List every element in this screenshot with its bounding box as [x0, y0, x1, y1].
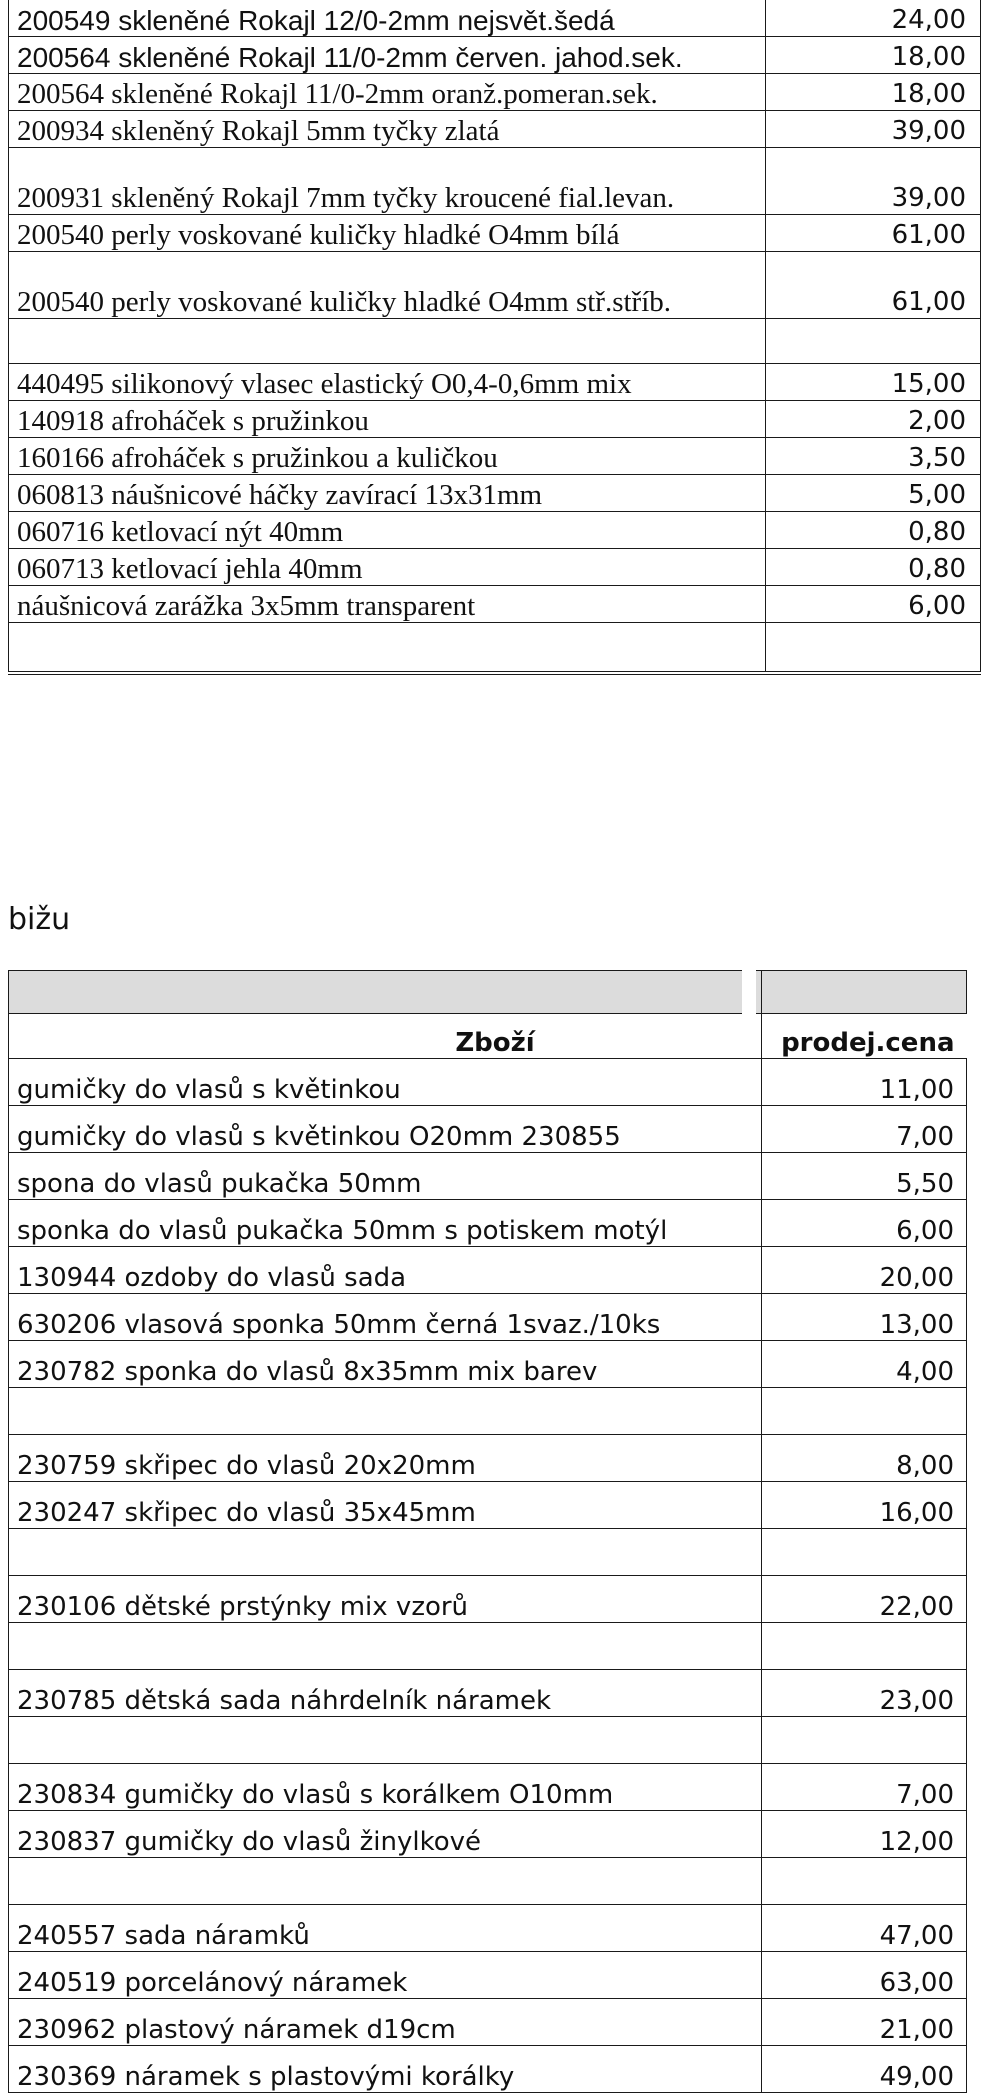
item-name: sponka do vlasů pukačka 50mm s potiskem motýl	[9, 1200, 762, 1247]
item-price: 0,80	[766, 549, 981, 586]
jewelry-price-table	[8, 970, 967, 2093]
blank-row	[9, 1717, 967, 1764]
item-name: 630206 vlasová sponka 50mm černá 1svaz./10ks	[9, 1294, 762, 1341]
column-header-goods: Zboží	[9, 1014, 762, 1059]
item-price: 11,00	[762, 1059, 967, 1106]
item-price	[766, 623, 981, 674]
table-row	[9, 1905, 967, 1952]
item-price: 16,00	[762, 1482, 967, 1529]
item-price: 12,00	[762, 1811, 967, 1858]
item-price: 18,00	[766, 37, 981, 74]
item-name: 230106 dětské prstýnky mix vzorů	[9, 1576, 762, 1623]
item-price: 63,00	[762, 1952, 967, 1999]
item-price: 2,00	[766, 401, 981, 438]
item-name: 200931 skleněný Rokajl 7mm tyčky kroucené fial.levan.	[9, 148, 766, 215]
item-name: 200540 perly voskované kuličky hladké O4mm bílá	[9, 215, 766, 252]
table-row	[9, 586, 981, 623]
item-name: 200934 skleněný Rokajl 5mm tyčky zlatá	[9, 111, 766, 148]
table-row	[9, 1952, 967, 1999]
table-row	[9, 1811, 967, 1858]
item-name: 130944 ozdoby do vlasů sada	[9, 1247, 762, 1294]
item-price: 20,00	[762, 1247, 967, 1294]
blank-row	[9, 1858, 967, 1905]
item-price: 0,80	[766, 512, 981, 549]
item-price: 21,00	[762, 1999, 967, 2046]
item-name: 060716 ketlovací nýt 40mm	[9, 512, 766, 549]
item-price: 23,00	[762, 1670, 967, 1717]
table-row	[9, 1106, 967, 1153]
item-price: 61,00	[766, 215, 981, 252]
item-name: gumičky do vlasů s květinkou	[9, 1059, 762, 1106]
item-price: 24,00	[766, 0, 981, 37]
item-name	[9, 1623, 762, 1670]
item-price: 13,00	[762, 1294, 967, 1341]
header-band-gap	[742, 970, 756, 1014]
item-name: 200540 perly voskované kuličky hladké O4mm stř.stříb.	[9, 252, 766, 319]
item-name: 060713 ketlovací jehla 40mm	[9, 549, 766, 586]
item-price	[766, 319, 981, 364]
item-name: 230369 náramek s plastovými korálky	[9, 2046, 762, 2093]
item-price: 61,00	[766, 252, 981, 319]
item-name: 240519 porcelánový náramek	[9, 1952, 762, 1999]
table-row	[9, 37, 981, 74]
item-price: 39,00	[766, 111, 981, 148]
item-price	[762, 1858, 967, 1905]
table-row	[9, 401, 981, 438]
item-name	[9, 623, 766, 674]
item-name: náušnicová zarážka 3x5mm transparent	[9, 586, 766, 623]
item-price: 8,00	[762, 1435, 967, 1482]
item-price	[762, 1529, 967, 1576]
item-price: 39,00	[766, 148, 981, 215]
item-name: 140918 afroháček s pružinkou	[9, 401, 766, 438]
item-price	[762, 1717, 967, 1764]
blank-row	[9, 319, 981, 364]
table-row	[9, 1247, 967, 1294]
table-row	[9, 1576, 967, 1623]
item-price: 6,00	[762, 1200, 967, 1247]
item-name: gumičky do vlasů s květinkou O20mm 230855	[9, 1106, 762, 1153]
table-row	[9, 252, 981, 319]
item-name: 230962 plastový náramek d19cm	[9, 1999, 762, 2046]
table-row	[9, 1435, 967, 1482]
item-name: 060813 náušnicové háčky zavírací 13x31mm	[9, 475, 766, 512]
item-price: 18,00	[766, 74, 981, 111]
item-name	[9, 319, 766, 364]
item-name: 230759 skřipec do vlasů 20x20mm	[9, 1435, 762, 1482]
item-price	[762, 1388, 967, 1435]
item-name: spona do vlasů pukačka 50mm	[9, 1153, 762, 1200]
table-row	[9, 215, 981, 252]
table-row	[9, 1200, 967, 1247]
table-row	[9, 1670, 967, 1717]
item-name: 200564 skleněné Rokajl 11/0-2mm oranž.pomeran.sek.	[9, 74, 766, 111]
item-name	[9, 1529, 762, 1576]
item-price: 5,00	[766, 475, 981, 512]
item-name: 200549 skleněné Rokajl 12/0-2mm nejsvět.šedá	[9, 0, 766, 37]
table-row	[9, 74, 981, 111]
item-name	[9, 1717, 762, 1764]
table-row	[9, 1482, 967, 1529]
item-price: 3,50	[766, 438, 981, 475]
table-header-band	[9, 971, 967, 1014]
column-header-sale-price: prodej.cena	[762, 1014, 967, 1059]
table-row	[9, 549, 981, 586]
table-row	[9, 512, 981, 549]
item-name: 230782 sponka do vlasů 8x35mm mix barev	[9, 1341, 762, 1388]
item-name	[9, 1388, 762, 1435]
item-name: 240557 sada náramků	[9, 1905, 762, 1952]
item-price: 6,00	[766, 586, 981, 623]
item-price: 4,00	[762, 1341, 967, 1388]
item-name: 230837 gumičky do vlasů žinylkové	[9, 1811, 762, 1858]
table-row	[9, 2046, 967, 2093]
table-row	[9, 0, 981, 37]
table-header-row	[9, 1014, 967, 1059]
item-name: 440495 silikonový vlasec elastický O0,4-0,6mm mix	[9, 364, 766, 401]
table-row	[9, 111, 981, 148]
blank-row	[9, 623, 981, 674]
table-row	[9, 1153, 967, 1200]
blank-row	[9, 1529, 967, 1576]
table-row	[9, 1764, 967, 1811]
table-row	[9, 148, 981, 215]
table-row	[9, 1294, 967, 1341]
item-price: 49,00	[762, 2046, 967, 2093]
header-band-price-cell	[762, 971, 967, 1014]
table-row	[9, 364, 981, 401]
item-price: 7,00	[762, 1764, 967, 1811]
table-row	[9, 1999, 967, 2046]
header-band-name-cell	[9, 971, 762, 1014]
item-name: 230247 skřipec do vlasů 35x45mm	[9, 1482, 762, 1529]
table-row	[9, 1341, 967, 1388]
section-title-bizu: bižu	[8, 902, 71, 937]
item-name: 230834 gumičky do vlasů s korálkem O10mm	[9, 1764, 762, 1811]
item-price: 5,50	[762, 1153, 967, 1200]
item-name: 200564 skleněné Rokajl 11/0-2mm červen. jahod.sek.	[9, 37, 766, 74]
item-price: 47,00	[762, 1905, 967, 1952]
table-row	[9, 1059, 967, 1106]
item-price: 7,00	[762, 1106, 967, 1153]
item-name: 230785 dětská sada náhrdelník náramek	[9, 1670, 762, 1717]
item-price	[762, 1623, 967, 1670]
material-price-table	[8, 0, 981, 675]
blank-row	[9, 1388, 967, 1435]
item-price: 15,00	[766, 364, 981, 401]
item-name	[9, 1858, 762, 1905]
table-row	[9, 475, 981, 512]
blank-row	[9, 1623, 967, 1670]
item-price: 22,00	[762, 1576, 967, 1623]
item-name: 160166 afroháček s pružinkou a kuličkou	[9, 438, 766, 475]
table-row	[9, 438, 981, 475]
